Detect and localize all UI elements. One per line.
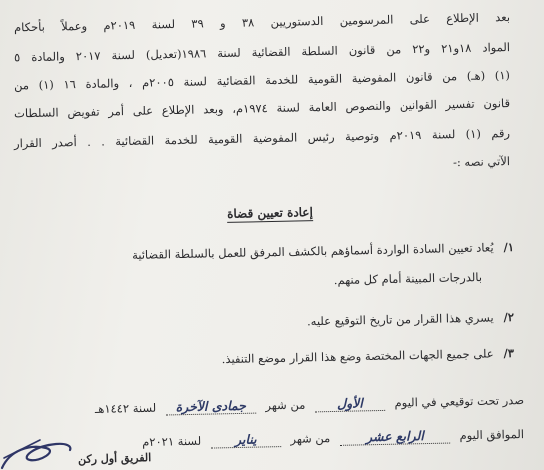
item-1-line-1 — [14, 240, 514, 265]
decree-heading — [180, 204, 360, 222]
paragraph-line-5: رقم (١) لسنة ٢٠١٩م وتوصية رئيس المفوضية القومية للخدمة القضائية . . أصدر القرار — [13, 126, 511, 151]
item-1-line-2: بالدرجات المبينة أمام كل منهم. — [333, 270, 483, 288]
corresponding-year: لسنة ٢٠٢١م — [142, 433, 202, 449]
issued-line — [14, 392, 524, 419]
paragraph-line-2: المواد ١٨و٢١ و٢٢ من قانون السلطة القضائية لسنة ١٩٨٦(تعديل) لسنة ٢٠١٧ والمادة ٥ — [13, 40, 511, 65]
item-3-line — [14, 346, 514, 371]
issued-day: الأول — [315, 395, 385, 412]
paragraph-line-4: قانون تفسير القوانين والنصوص العامة لسنة ١٩٧٤م، وبعد الإطلاع على أمر تفويض السلطات — [13, 96, 511, 121]
item-2-number: ٢/ — [503, 310, 515, 325]
item-1-number: ١/ — [503, 240, 515, 255]
heading-text: إعادة تعيين قضاة — [226, 205, 313, 221]
corresponding-line — [14, 426, 524, 453]
paragraph-line-3: (١) (هـ) من قانون المفوضية القومية للخدمة القضائية لسنة ٢٠٠٥م ، والمادة ١٦ (١) من — [13, 68, 511, 93]
paragraph-line-1: بعد الإطلاع على المرسومين الدستوريين ٣٨ و ٣٩ لسنة ٢٠١٩م وعملاً بأحكام — [13, 10, 511, 35]
issued-month-label: من شهر — [265, 397, 306, 413]
item-3-number: ٣/ — [503, 346, 515, 361]
corresponding-month: يناير — [211, 431, 281, 448]
issued-month: جمادى الآخرة — [166, 398, 256, 416]
corresponding-day: الرابع عشر — [340, 428, 450, 446]
issued-year: لسنة ١٤٤٢هـ — [94, 400, 157, 416]
item-2-line — [14, 310, 514, 335]
signer-title: الفريق أول ركن — [77, 451, 152, 466]
corresponding-prefix: الموافق اليوم — [459, 427, 525, 443]
item-1-text: يُعاد تعيين السادة الواردة أسماؤهم بالكشف المرفق للعمل بالسلطة القضائية — [131, 240, 494, 262]
signature-mark — [0, 410, 90, 470]
corresponding-month-label: من شهر — [290, 431, 331, 446]
paragraph-line-6: الآتي نصه :- — [452, 154, 511, 170]
issued-prefix: صدر تحت توقيعي في اليوم — [394, 393, 525, 410]
item-2-text: يسري هذا القرار من تاريخ التوقيع عليه. — [306, 310, 494, 329]
item-3-text: على جميع الجهات المختصة وضع هذا القرار موضع التنفيذ. — [221, 346, 494, 367]
